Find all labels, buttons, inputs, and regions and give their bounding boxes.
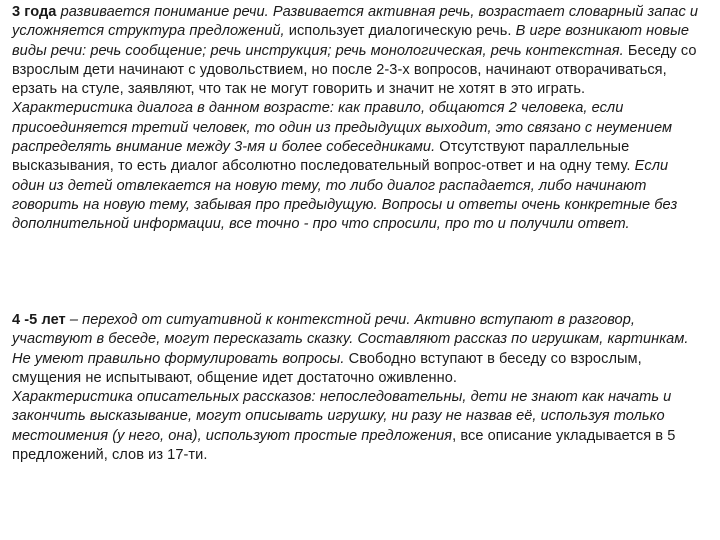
paragraph-text: развивается понимание речи. Развивается активная речь, возрастает словарный запас и усложняется структура предложений, xyxy=(12,4,699,40)
paragraph-text: Характеристика диалога в данном возрасте: как правило, общаются 2 человека, если присоединяется третий человек, то один из предыдущих выходит, это связано с неумением распределять внимание между 3-мя и более собеседниками. xyxy=(12,100,673,156)
paragraph-text: – переход от ситуативной к контекстной речи. Активно вступают в разговор, участвуют в беседе, могут пересказать сказку. Составляют рассказ по игрушкам, картинкам. Не умеют правильно формулировать вопросы. xyxy=(12,312,689,367)
paragraph-text: Свободно вступают в беседу со взрослым, смущения не испытывают, общение идет достаточно оживленно. xyxy=(12,350,642,386)
paragraph-text: Отсутствуют параллельные высказывания, то есть диалог абсолютно последовательный вопрос-ответ и на одну тему. xyxy=(12,139,631,175)
section-heading: 3 года xyxy=(12,4,57,20)
section-3-years xyxy=(12,3,702,235)
paragraph-text: Беседу со взрослым дети начинают с удовольствием, но после 2-3-х вопросов, начинают отворачиваться, ерзать на стуле, заявляют, что так не могут говорить и значит не хотят в это играть. xyxy=(12,42,697,98)
paragraph-text: использует диалогическую речь. xyxy=(284,23,512,40)
section-4-5-years xyxy=(12,311,702,465)
paragraph-text: , все описание укладывается в 5 предложений, слов из 17-ти. xyxy=(12,427,676,464)
paragraph-text: Если один из детей отвлекается на новую тему, то либо диалог распадается, либо начинают говорить на новую тему, забывая про предыдущую. Вопросы и ответы очень конкретные без дополнительной информации, все точно - про что спросили, про то и получили ответ. xyxy=(12,158,678,233)
section-heading: 4 -5 лет xyxy=(12,312,66,328)
paragraph-text: Характеристика описательных рассказов: непоследовательны, дети не знают как начать и закончить высказывание, могут описывать игрушку, ни разу не назвав её, используя только местоимения (у него, она), используют простые предложения xyxy=(12,389,672,444)
paragraph-text: В игре возникают новые виды речи: речь сообщение; речь инструкция; речь монологическая, речь контекстная. xyxy=(12,23,690,59)
